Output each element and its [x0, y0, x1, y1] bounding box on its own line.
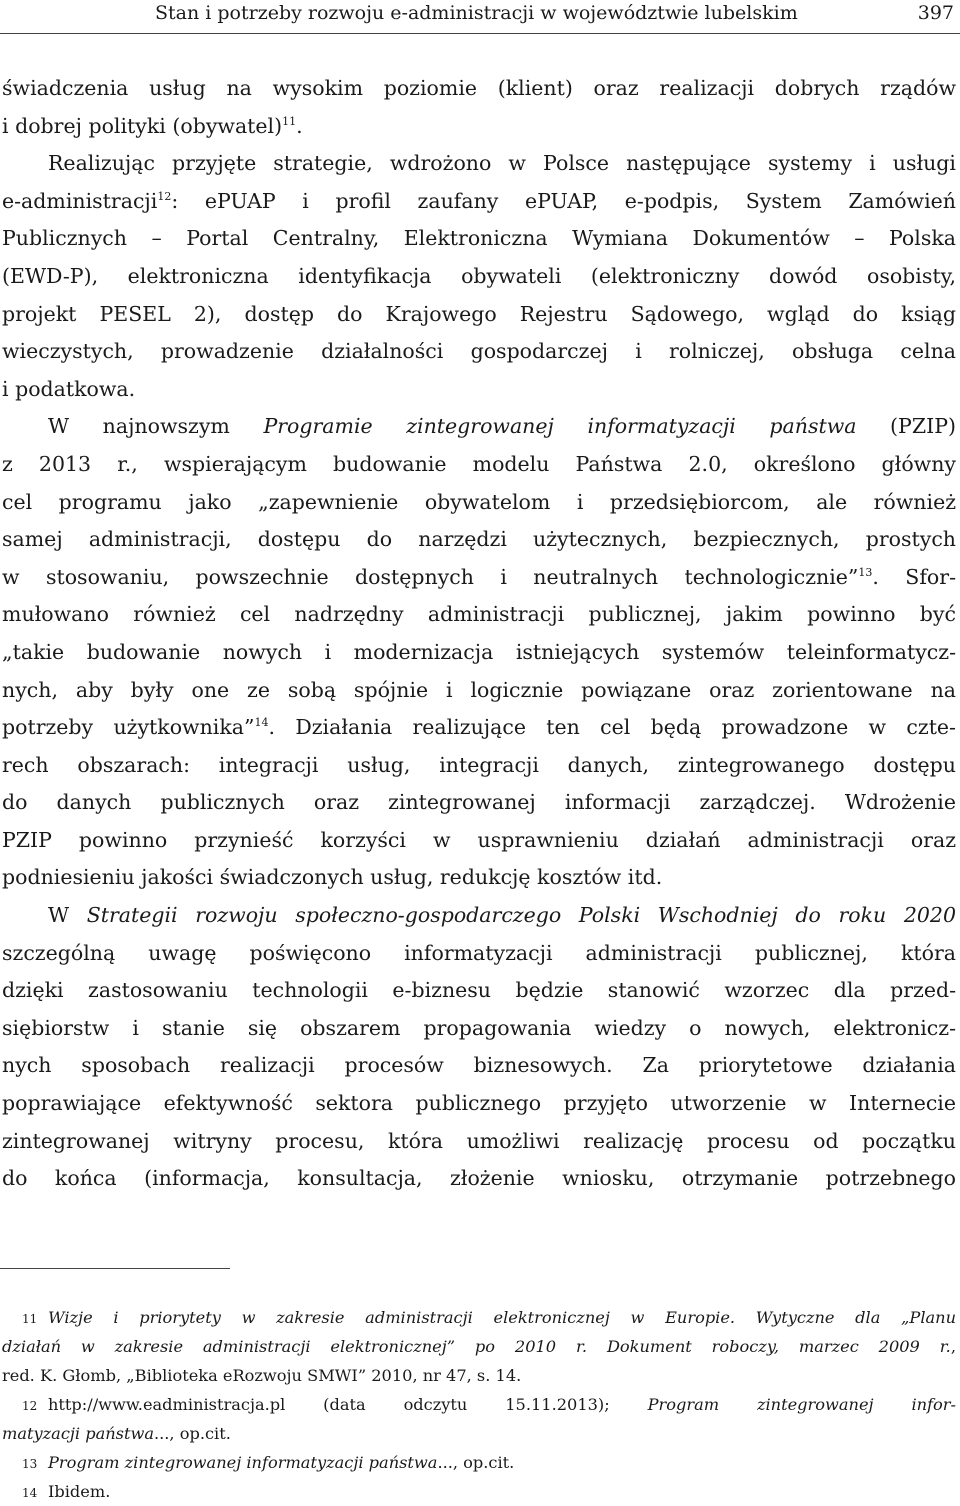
footnotes — [2, 1303, 956, 1506]
footnote-line — [2, 1332, 956, 1361]
text-span: dzięki zastosowaniu technologii e-biznesu będzie stanowić wzorzec dla przed- — [2, 978, 956, 1003]
text-line — [2, 408, 956, 446]
text-line — [2, 559, 956, 597]
text-line — [2, 672, 956, 710]
text-span: http://www.eadministracja.pl (data odczytu 15.11.2013); — [48, 1395, 648, 1414]
text-line — [2, 258, 956, 296]
text-span: siębiorstw i stanie się obszarem propagowania wiedzy o nowych, elektronicz- — [2, 1015, 956, 1040]
text-line — [2, 484, 956, 522]
text-span: i dobrej polityki (obywatel) — [2, 113, 283, 138]
text-span: nych, aby były one ze sobą spójnie i logicznie powiązane oraz zorientowane na — [2, 677, 956, 702]
text-line — [2, 333, 956, 371]
running-title: Stan i potrzeby rozwoju e-administracji w województwie lubelskim — [155, 2, 798, 24]
text-span: red. K. Głomb, „Biblioteka eRozwoju SMWI” 2010, nr 47, s. 14. — [2, 1366, 522, 1385]
text-span: z 2013 r., wspierającym budowanie modelu Państwa 2.0, określono główny — [2, 451, 956, 476]
text-span: w stosowaniu, powszechnie dostępnych i neutralnych technologicznie” — [2, 564, 859, 589]
text-span: Ibidem. — [48, 1482, 111, 1501]
text-span: poprawiające efektywność sektora publicznego przyjęto utworzenie w Internecie — [2, 1091, 956, 1116]
text-line — [2, 1010, 956, 1048]
text-span: (EWD-P), elektroniczna identyfikacja obywateli (elektroniczny dowód osobisty, — [2, 263, 956, 288]
text-span: rech obszarach: integracji usług, integracji danych, zintegrowanego dostępu — [2, 752, 956, 777]
text-line — [2, 709, 956, 747]
text-span: : ePUAP i profil zaufany ePUAP, e-podpis, System Zamówień — [171, 188, 956, 213]
text-span: samej administracji, dostępu do narzędzi użytecznych, bezpiecznych, prostych — [2, 527, 956, 552]
text-span: . Sfor- — [872, 564, 956, 589]
text-line — [2, 935, 956, 973]
text-line — [2, 822, 956, 860]
footnote-ref: 12 — [157, 189, 172, 203]
footnote-number: 12 — [22, 1399, 38, 1413]
text-span: potrzeby użytkownika” — [2, 715, 255, 740]
text-line — [2, 972, 956, 1010]
running-header — [0, 0, 960, 38]
footnote-ref: 11 — [282, 114, 297, 128]
italic-text: działań w zakresie administracji elektronicznej” po 2010 r. Dokument roboczy, marzec 2009 r. — [2, 1337, 951, 1356]
text-line — [2, 371, 956, 409]
text-line — [2, 220, 956, 258]
text-span: W najnowszym — [48, 414, 264, 439]
text-line — [2, 1047, 956, 1085]
text-span: , — [950, 1337, 956, 1356]
italic-text: Program zintegrowanej infor- — [647, 1395, 956, 1414]
text-span: e-administracji — [2, 188, 158, 213]
footnote-separator — [0, 1268, 230, 1269]
text-line — [2, 521, 956, 559]
footnote-number: 14 — [22, 1486, 38, 1500]
text-span: szczególną uwagę poświęcono informatyzacji administracji publicznej, która — [2, 940, 956, 965]
text-line — [2, 70, 956, 108]
text-line — [2, 897, 956, 935]
footnote-line — [2, 1419, 956, 1448]
text-line — [2, 296, 956, 334]
text-line — [2, 145, 956, 183]
text-span: zintegrowanej witryny procesu, która umożliwi realizację procesu od początku — [2, 1128, 956, 1153]
text-line — [2, 596, 956, 634]
italic-text: Strategii rozwoju społeczno-gospodarczego Polski Wschodniej do roku 2020 — [86, 903, 956, 928]
text-span: W — [48, 903, 87, 928]
text-span: do danych publicznych oraz zintegrowanej informacji zarządczej. Wdrożenie — [2, 790, 956, 815]
footnote-line — [2, 1303, 956, 1332]
text-span: . Działania realizujące ten cel będą prowadzone w czte- — [268, 715, 956, 740]
header-rule — [0, 33, 960, 34]
italic-text: Wizje i priorytety w zakresie administracji elektronicznej w Europie. Wytyczne dla „Planu — [48, 1308, 956, 1327]
text-line — [2, 634, 956, 672]
text-line — [2, 1160, 956, 1198]
italic-text: Program zintegrowanej informatyzacji państwa — [48, 1453, 438, 1472]
text-span: (PZIP) — [856, 414, 956, 439]
text-span: ..., op.cit. — [437, 1453, 515, 1472]
footnote-line — [2, 1390, 956, 1419]
text-span: cel programu jako „zapewnienie obywatelom i przedsiębiorcom, ale również — [2, 489, 956, 514]
text-line — [2, 1085, 956, 1123]
text-line — [2, 183, 956, 221]
text-span: ..., op.cit. — [154, 1424, 231, 1443]
text-line — [2, 784, 956, 822]
text-span: podniesieniu jakości świadczonych usług, redukcję kosztów itd. — [2, 865, 663, 890]
footnote-ref: 14 — [254, 716, 269, 730]
footnote-line — [2, 1361, 956, 1390]
text-span: „takie budowanie nowych i modernizacja istniejących systemów teleinformatycz- — [2, 639, 956, 664]
text-span: nych sposobach realizacji procesów biznesowych. Za priorytetowe działania — [2, 1053, 956, 1078]
footnote-number: 13 — [22, 1457, 38, 1471]
text-span: projekt PESEL 2), dostęp do Krajowego Rejestru Sądowego, wgląd do ksiąg — [2, 301, 956, 326]
text-line — [2, 747, 956, 785]
text-span: . — [296, 113, 303, 138]
italic-text: Programie zintegrowanej informatyzacji państwa — [263, 414, 857, 439]
text-line — [2, 108, 956, 146]
text-line — [2, 859, 956, 897]
text-span: PZIP powinno przynieść korzyści w usprawnieniu działań administracji oraz — [2, 827, 956, 852]
text-span: do końca (informacja, konsultacja, złożenie wniosku, otrzymanie potrzebnego — [2, 1166, 956, 1191]
text-span: i podatkowa. — [2, 376, 136, 401]
text-line — [2, 446, 956, 484]
page-number: 397 — [917, 2, 954, 24]
text-span: Realizując przyjęte strategie, wdrożono w Polsce następujące systemy i usługi — [48, 151, 956, 176]
text-span: świadczenia usług na wysokim poziomie (klient) oraz realizacji dobrych rządów — [2, 76, 956, 100]
body-text — [2, 70, 956, 1198]
text-span: mułowano również cel nadrzędny administracji publicznej, jakim powinno być — [2, 602, 956, 627]
text-span: Publicznych – Portal Centralny, Elektroniczna Wymiana Dokumentów – Polska — [2, 226, 956, 251]
italic-text: matyzacji państwa — [2, 1424, 154, 1443]
footnote-ref: 13 — [858, 565, 873, 579]
text-span: wieczystych, prowadzenie działalności gospodarczej i rolniczej, obsługa celna — [2, 339, 956, 364]
footnote-line — [2, 1448, 956, 1477]
text-line — [2, 1123, 956, 1161]
footnote-number: 11 — [22, 1312, 38, 1326]
